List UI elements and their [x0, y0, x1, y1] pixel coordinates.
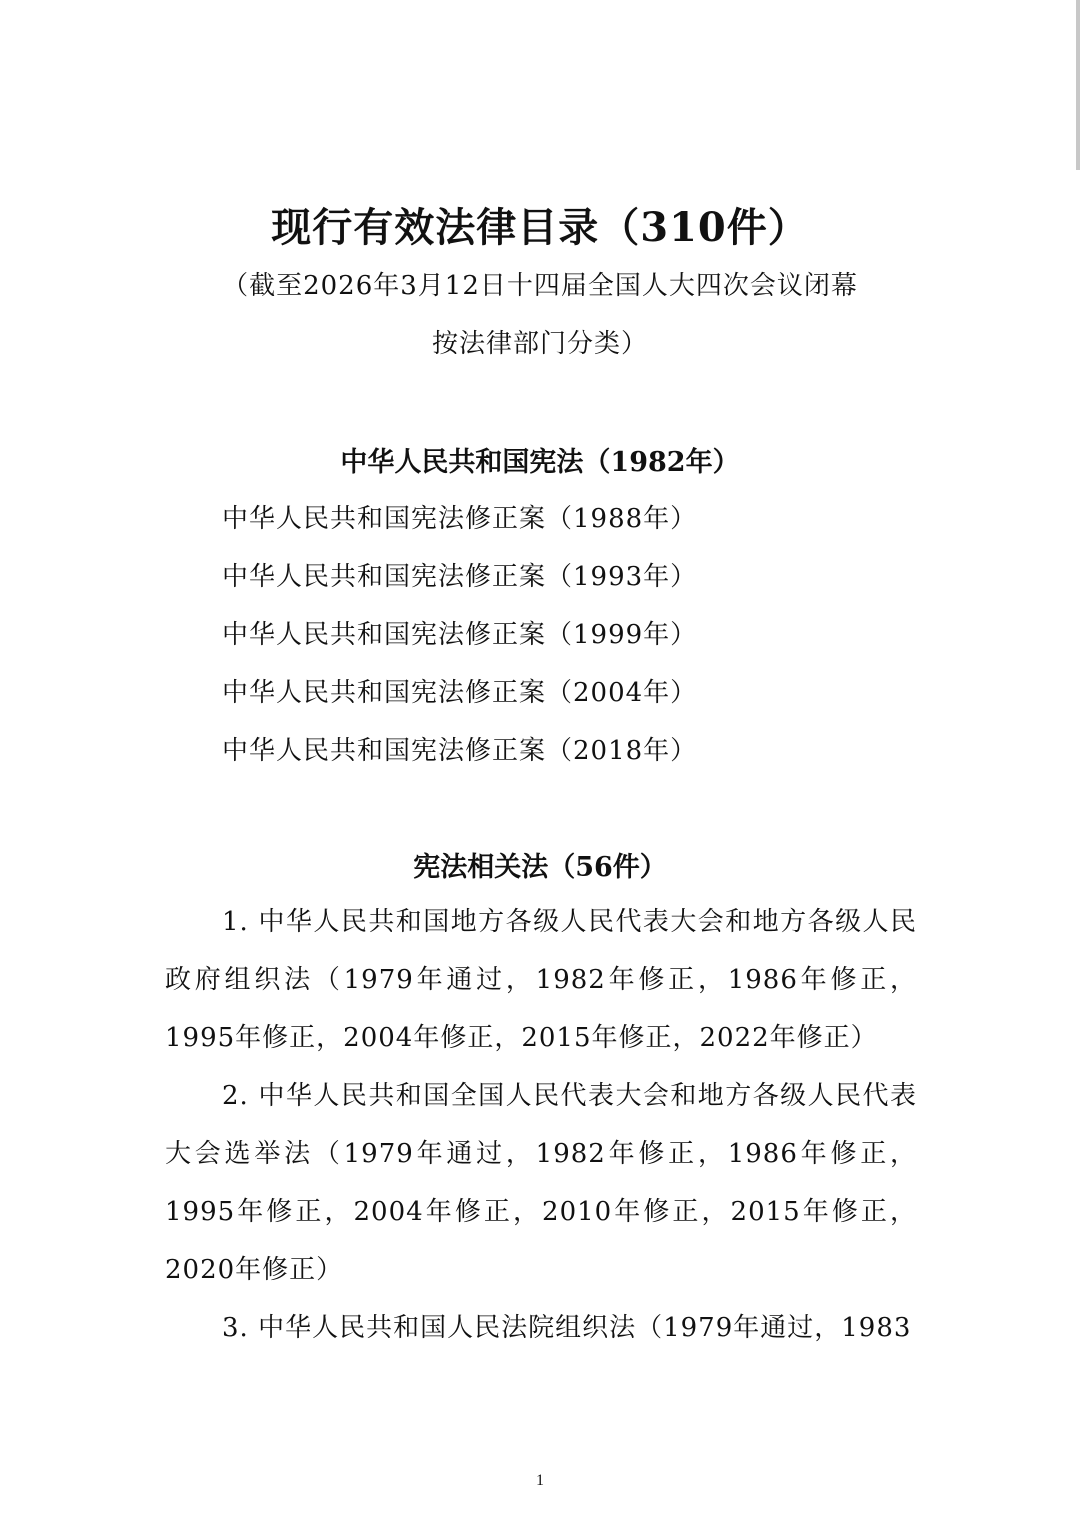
- page-number: 1: [536, 1472, 544, 1489]
- law-entry: 2. 中华人民共和国全国人民代表大会和地方各级人民代表大会选举法（1979年通过，1982年修正，1986年修正，1995年修正，2004年修正，2010年修正，2015年修正，2020年修正）: [165, 1081, 917, 1285]
- law-entry: 1. 中华人民共和国地方各级人民代表大会和地方各级人民政府组织法（1979年通过，1982年修正，1986年修正，1995年修正，2004年修正，2015年修正，2022年修正）: [165, 907, 917, 1053]
- constitution-heading: 中华人民共和国宪法（1982年）: [340, 447, 740, 478]
- amendment-item: 中华人民共和国宪法修正案（1988年）: [222, 504, 698, 534]
- law-entry: 3. 中华人民共和国人民法院组织法（1979年通过，1983: [222, 1313, 912, 1343]
- subtitle-line-2: 按法律部门分类）: [431, 329, 648, 359]
- edge-shadow: [1076, 0, 1080, 170]
- document-title: 现行有效法律目录（310件）: [271, 204, 809, 251]
- amendment-item: 中华人民共和国宪法修正案（1993年）: [222, 562, 698, 592]
- amendment-item: 中华人民共和国宪法修正案（1999年）: [222, 620, 698, 650]
- subtitle-line-1: （截至2026年3月12日十四届全国人大四次会议闭幕: [222, 271, 858, 301]
- amendment-item: 中华人民共和国宪法修正案（2018年）: [222, 736, 698, 766]
- amendment-item: 中华人民共和国宪法修正案（2004年）: [222, 678, 698, 708]
- section-heading: 宪法相关法（56件）: [413, 852, 667, 883]
